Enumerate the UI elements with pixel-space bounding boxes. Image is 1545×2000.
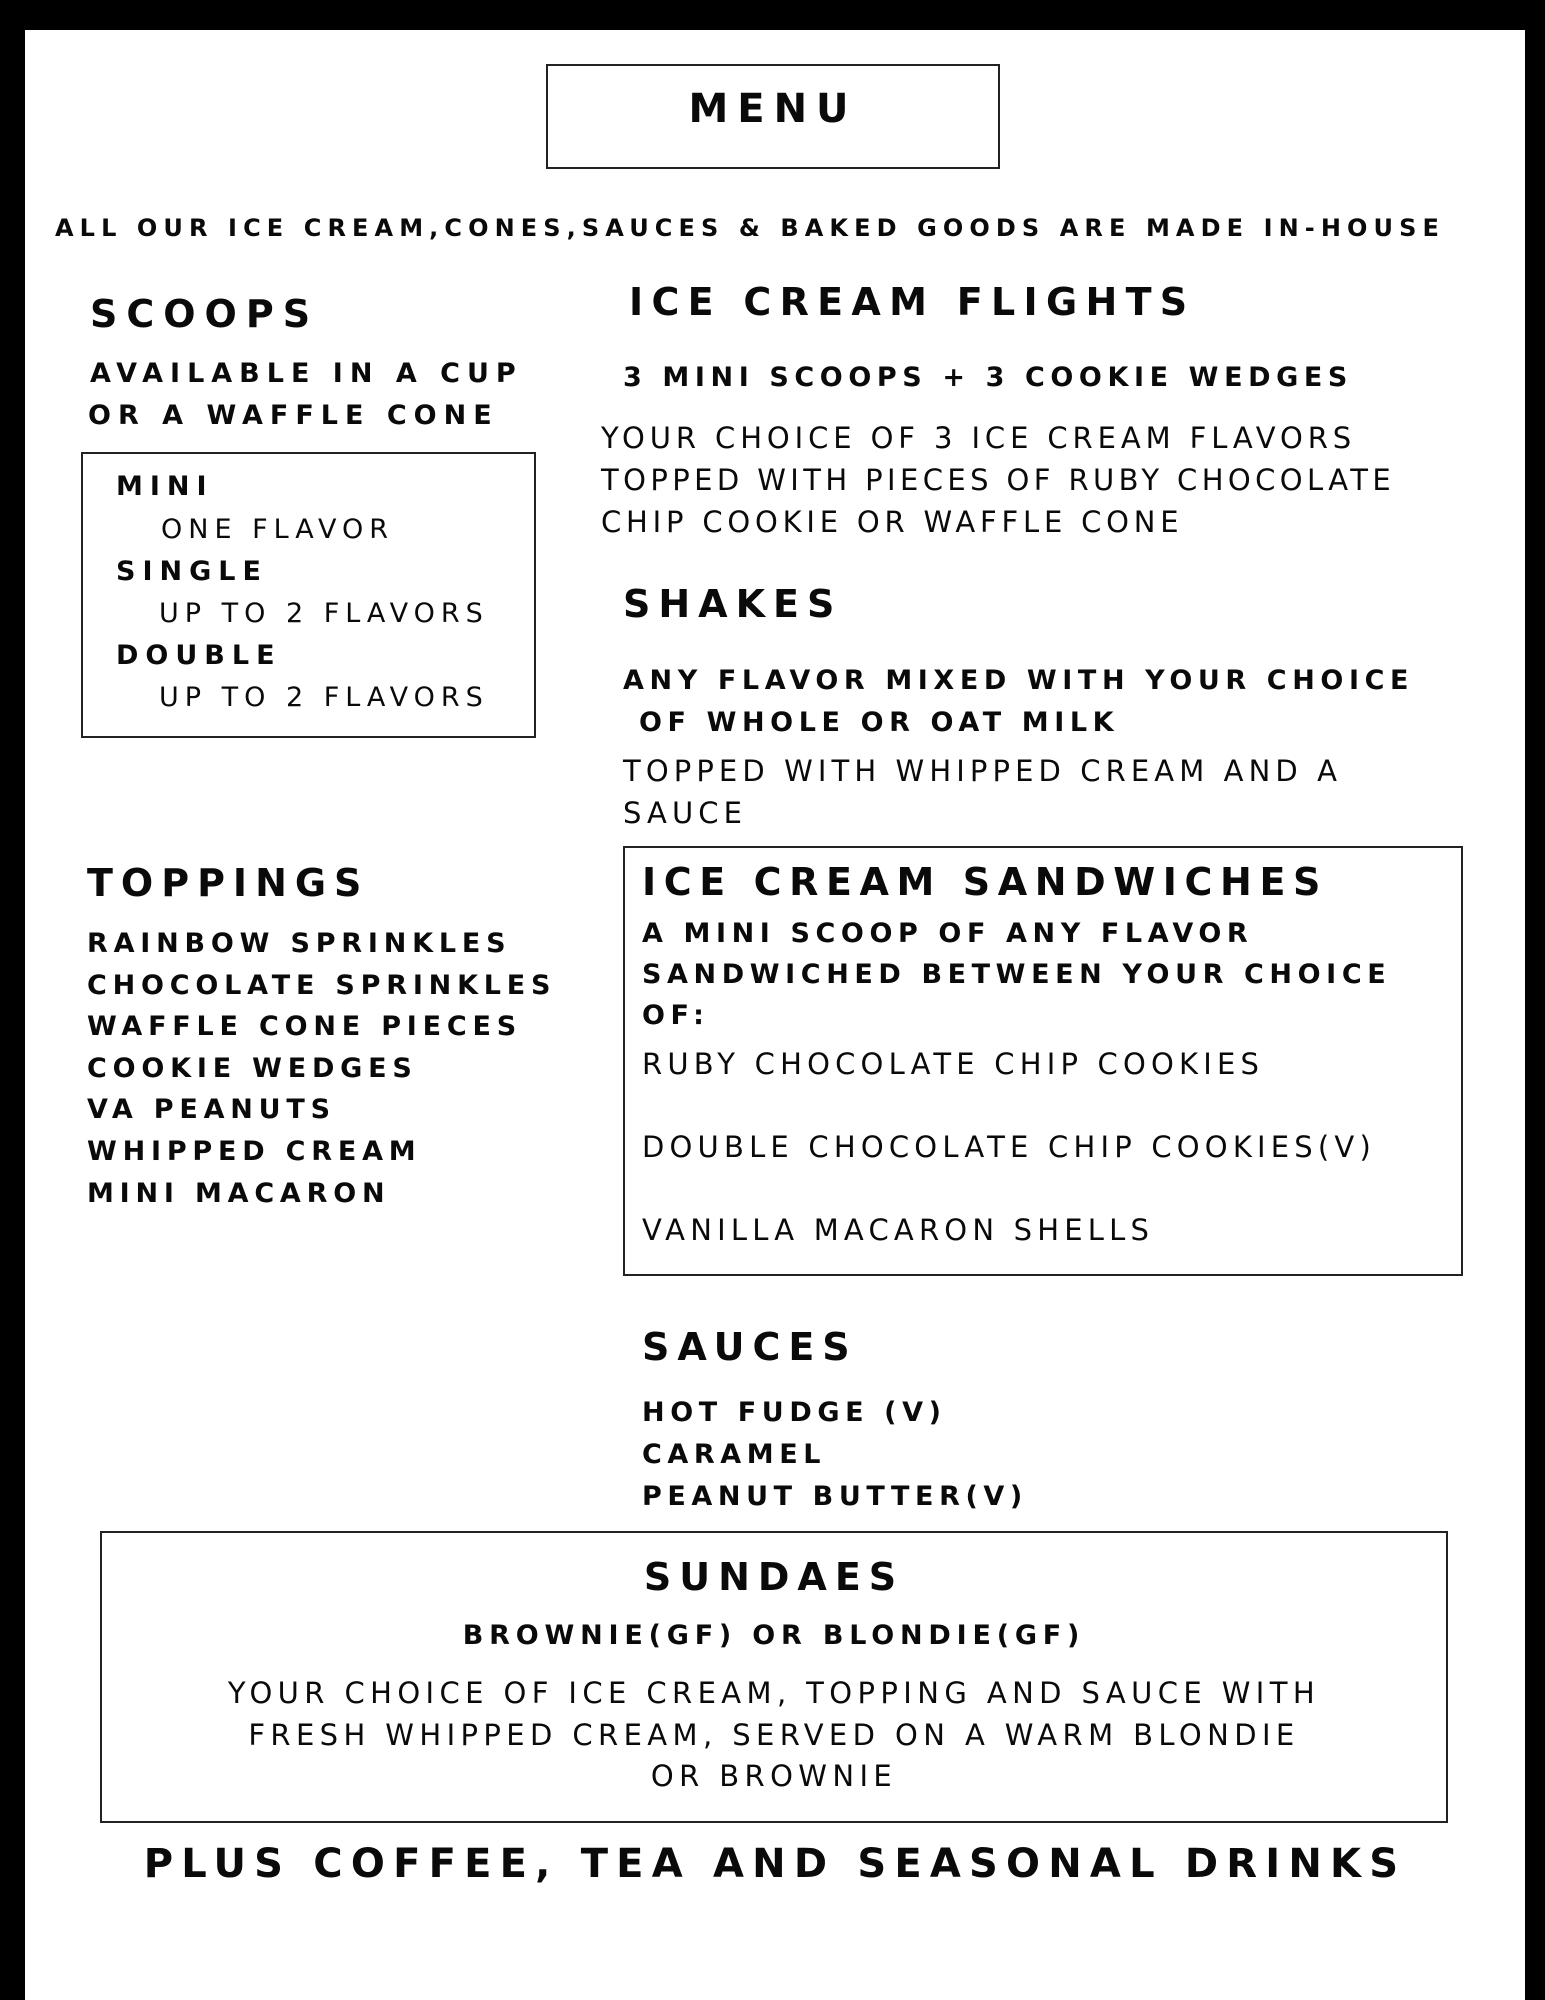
size-mini: MINI — [116, 471, 214, 502]
sandwiches-subtitle-3: OF: — [642, 1000, 710, 1031]
sundaes-heading: SUNDAES — [643, 1555, 905, 1599]
flights-desc-1: YOUR CHOICE OF 3 ICE CREAM FLAVORS — [601, 421, 1357, 455]
size-double-desc: UP TO 2 FLAVORS — [159, 682, 489, 713]
sundaes-desc-2: FRESH WHIPPED CREAM, SERVED ON A WARM BLONDIE — [248, 1718, 1300, 1752]
flights-desc-3: CHIP COOKIE OR WAFFLE CONE — [601, 505, 1184, 539]
size-single: SINGLE — [116, 556, 268, 587]
sauce-item: PEANUT BUTTER(V) — [642, 1481, 1028, 1512]
sandwich-option: DOUBLE CHOCOLATE CHIP COOKIES(V) — [642, 1130, 1376, 1164]
sauce-item: HOT FUDGE (V) — [642, 1397, 947, 1428]
sandwich-option: VANILLA MACARON SHELLS — [642, 1213, 1155, 1247]
menu-title: MENU — [688, 86, 858, 132]
topping-item: COOKIE WEDGES — [87, 1053, 418, 1084]
toppings-heading: TOPPINGS — [87, 861, 370, 905]
flights-heading: ICE CREAM FLIGHTS — [629, 280, 1196, 324]
size-mini-desc: ONE FLAVOR — [161, 514, 395, 545]
flights-desc-2: TOPPED WITH PIECES OF RUBY CHOCOLATE — [601, 463, 1396, 497]
sandwiches-subtitle-1: A MINI SCOOP OF ANY FLAVOR — [642, 918, 1254, 949]
topping-item: VA PEANUTS — [87, 1094, 336, 1125]
footer-drinks: PLUS COFFEE, TEA AND SEASONAL DRINKS — [143, 1841, 1407, 1887]
sundaes-desc-1: YOUR CHOICE OF ICE CREAM, TOPPING AND SAUCE WITH — [227, 1676, 1321, 1710]
scoops-subtitle-1: AVAILABLE IN A CUP — [90, 358, 523, 389]
sandwiches-heading: ICE CREAM SANDWICHES — [642, 860, 1328, 904]
topping-item: RAINBOW SPRINKLES — [87, 928, 512, 959]
shakes-desc-1: TOPPED WITH WHIPPED CREAM AND A — [623, 754, 1343, 788]
sundaes-subtitle: BROWNIE(GF) OR BLONDIE(GF) — [462, 1620, 1086, 1651]
topping-item: WAFFLE CONE PIECES — [87, 1011, 522, 1042]
scoops-subtitle-2: OR A WAFFLE CONE — [88, 400, 499, 431]
sandwich-option: RUBY CHOCOLATE CHIP COOKIES — [642, 1047, 1265, 1081]
size-double: DOUBLE — [116, 640, 282, 671]
flights-subtitle: 3 MINI SCOOPS + 3 COOKIE WEDGES — [623, 362, 1353, 393]
topping-item: CHOCOLATE SPRINKLES — [87, 970, 557, 1001]
sauce-item: CARAMEL — [642, 1439, 827, 1470]
shakes-subtitle-2: OF WHOLE OR OAT MILK — [639, 707, 1120, 738]
topping-item: MINI MACARON — [87, 1178, 391, 1209]
sandwiches-subtitle-2: SANDWICHED BETWEEN YOUR CHOICE — [642, 959, 1392, 990]
shakes-subtitle-1: ANY FLAVOR MIXED WITH YOUR CHOICE — [623, 665, 1415, 696]
menu-page — [25, 30, 1525, 2000]
scoops-heading: SCOOPS — [90, 292, 320, 336]
sauces-heading: SAUCES — [642, 1325, 858, 1369]
sundaes-desc-3: OR BROWNIE — [650, 1759, 898, 1793]
topping-item: WHIPPED CREAM — [87, 1136, 422, 1167]
shakes-desc-2: SAUCE — [623, 796, 748, 830]
size-single-desc: UP TO 2 FLAVORS — [159, 598, 489, 629]
shakes-heading: SHAKES — [623, 582, 843, 626]
tagline: ALL OUR ICE CREAM,CONES,SAUCES & BAKED GOODS ARE MADE IN-HOUSE — [55, 214, 1446, 242]
